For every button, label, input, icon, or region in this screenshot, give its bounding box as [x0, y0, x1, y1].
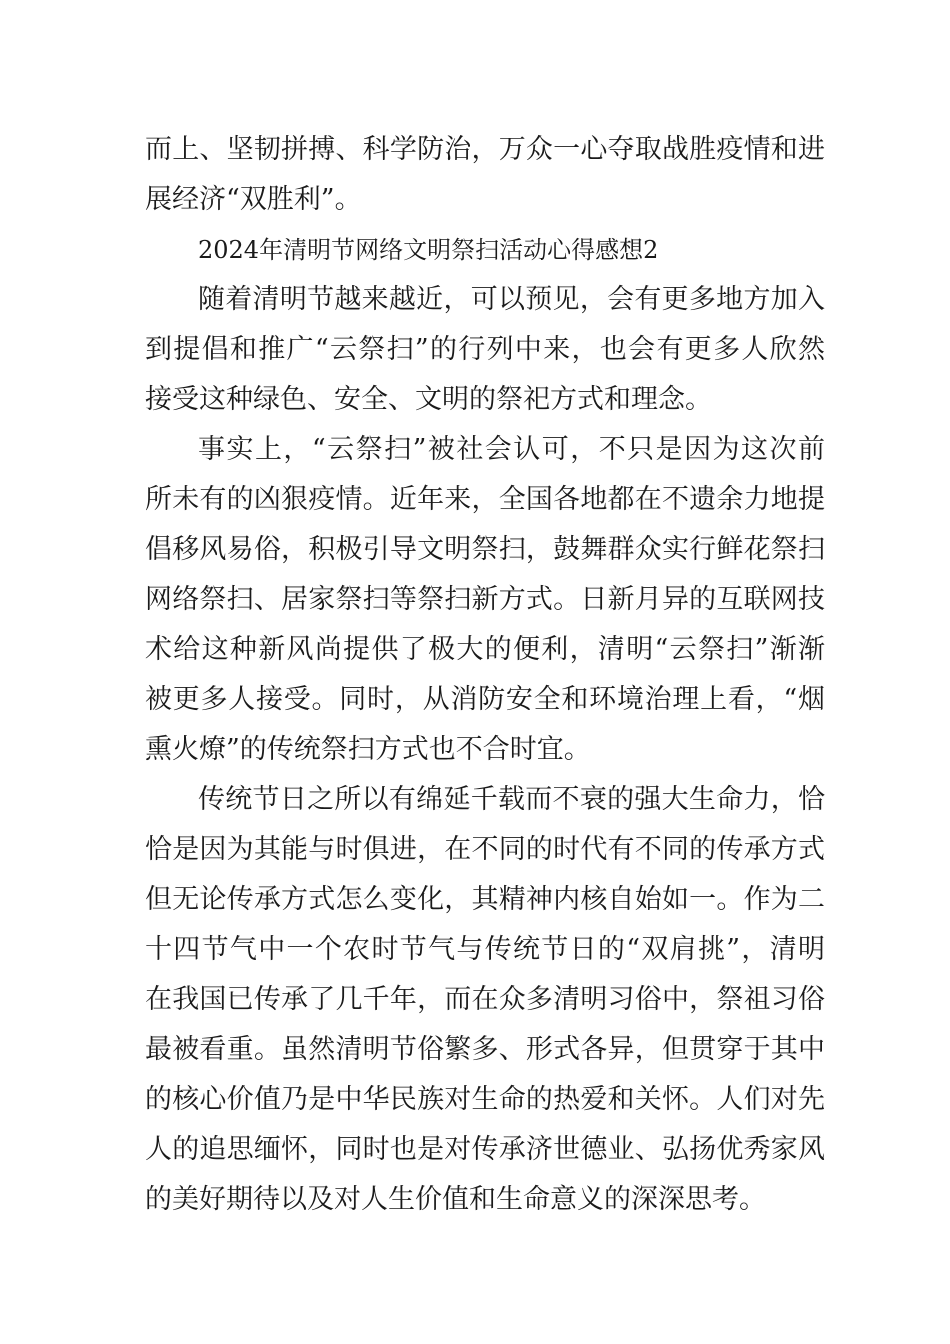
paragraph-line: 而上、坚韧拼搏、科学防治，万众一心夺取战胜疫情和进 — [145, 134, 825, 165]
paragraph-line: 术给这种新风尚提供了极大的便利，清明“云祭扫”渐渐 — [145, 634, 825, 665]
paragraph-line: 熏火燎”的传统祭扫方式也不合时宜。 — [145, 734, 591, 765]
paragraph-line: 随着清明节越来越近，可以预见，会有更多地方加入 — [198, 284, 825, 315]
paragraph-line: 网络祭扫、居家祭扫等祭扫新方式。日新月异的互联网技 — [145, 584, 825, 615]
paragraph-line: 的美好期待以及对人生价值和生命意义的深深思考。 — [145, 1184, 766, 1215]
paragraph-line: 传统节日之所以有绵延千载而不衰的强大生命力，恰 — [198, 784, 825, 815]
paragraph-line: 所未有的凶狠疫情。近年来，全国各地都在不遗余力地提 — [145, 484, 825, 515]
paragraph-line: 十四节气中一个农时节气与传统节日的“双肩挑”，清明 — [145, 934, 825, 965]
paragraph-line: 的核心价值乃是中华民族对生命的热爱和关怀。人们对先 — [145, 1084, 825, 1115]
paragraph-line: 在我国已传承了几千年，而在众多清明习俗中，祭祖习俗 — [145, 984, 825, 1015]
paragraph-line: 被更多人接受。同时，从消防安全和环境治理上看，“烟 — [145, 684, 825, 715]
paragraph-line: 倡移风易俗，积极引导文明祭扫，鼓舞群众实行鲜花祭扫 — [145, 534, 825, 565]
paragraph-line: 事实上，“云祭扫”被社会认可，不只是因为这次前 — [198, 434, 825, 465]
paragraph-line: 展经济“双胜利”。 — [145, 184, 362, 215]
paragraph-line: 恰是因为其能与时俱进，在不同的时代有不同的传承方式 — [145, 834, 825, 865]
paragraph-line: 最被看重。虽然清明节俗繁多、形式各异，但贯穿于其中 — [145, 1034, 825, 1065]
paragraph-line: 但无论传承方式怎么变化，其精神内核自始如一。作为二 — [145, 884, 825, 915]
paragraph-line: 接受这种绿色、安全、文明的祭祀方式和理念。 — [145, 384, 712, 415]
section-heading: 2024年清明节网络文明祭扫活动心得感想2 — [198, 236, 659, 264]
paragraph-line: 人的追思缅怀，同时也是对传承济世德业、弘扬优秀家风 — [145, 1134, 825, 1165]
paragraph-line: 到提倡和推广“云祭扫”的行列中来，也会有更多人欣然 — [145, 334, 825, 365]
